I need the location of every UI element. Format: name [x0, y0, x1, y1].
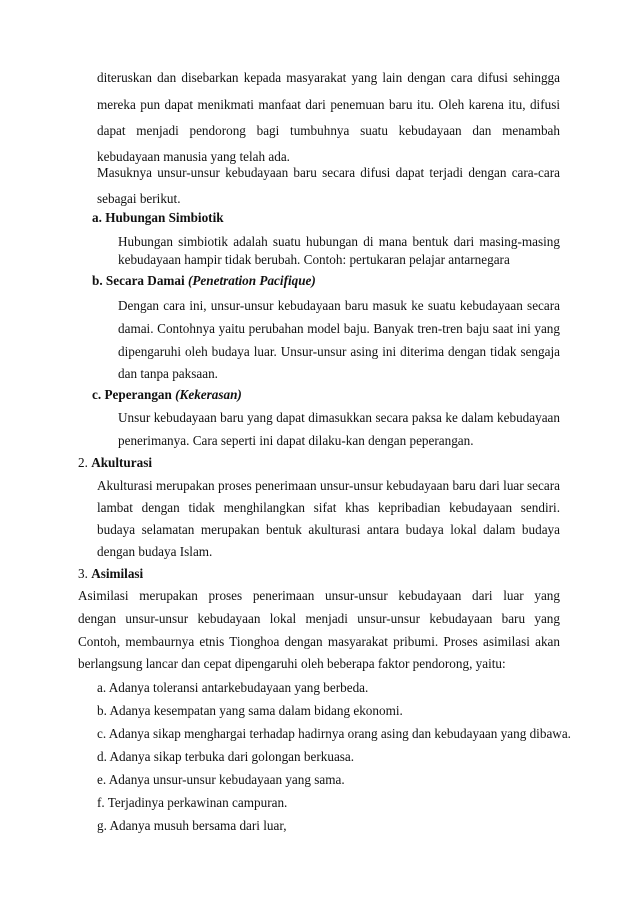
paragraph-line: dipengaruhi oleh budaya luar. Unsur-unsur asing ini diterima dengan tidak sengaja [118, 344, 560, 359]
paragraph-line: dengan budaya Islam. [97, 544, 213, 559]
paragraph-line: Masuknya unsur-unsur kebudayaan baru secara difusi dapat terjadi dengan cara-cara [97, 165, 560, 180]
subheading-c-italic: (Kekerasan) [175, 387, 242, 402]
paragraph-line: kebudayaan manusia yang telah ada. [97, 149, 290, 164]
section-title: Asimilasi [91, 566, 144, 581]
section-title: Akulturasi [91, 455, 153, 470]
paragraph-line: Asimilasi merupakan proses penerimaan unsur-unsur kebudayaan dari luar yang [78, 588, 560, 603]
section-number: 3. [78, 566, 88, 581]
paragraph-line: penerimanya. Cara seperti ini dapat dilaku-kan dengan peperangan. [118, 433, 474, 448]
list-item: e. Adanya unsur-unsur kebudayaan yang sama. [97, 772, 345, 787]
paragraph-line: sebagai berikut. [97, 191, 181, 206]
paragraph-line: dengan unsur-unsur kebudayaan lokal menjadi unsur-unsur kebudayaan baru yang [78, 611, 560, 626]
subheading-b [92, 273, 316, 289]
list-item: a. Adanya toleransi antarkebudayaan yang berbeda. [97, 680, 369, 695]
section-heading-2 [78, 455, 152, 471]
paragraph-line: lambat dengan tidak menghilangkan sifat khas kepribadian kebudayaan sendiri. [97, 500, 560, 515]
subheading-b-label: b. Secara Damai [92, 273, 185, 288]
list-item: c. Adanya sikap menghargai terhadap hadirnya orang asing dan kebudayaan yang dibawa. [97, 726, 571, 741]
subheading-b-italic: (Penetration Pacifique) [187, 273, 316, 288]
paragraph-line: dan tanpa paksaan. [118, 366, 218, 381]
list-item: f. Terjadinya perkawinan campuran. [97, 795, 288, 810]
section-number: 2. [78, 455, 88, 470]
paragraph-line: Hubungan simbiotik adalah suatu hubungan di mana bentuk dari masing-masing [118, 234, 560, 249]
section-heading-3 [78, 566, 143, 582]
list-item: g. Adanya musuh bersama dari luar, [97, 818, 287, 833]
paragraph-line: damai. Contohnya yaitu perubahan model baju. Banyak tren-tren baju saat ini yang [118, 321, 560, 336]
list-item: d. Adanya sikap terbuka dari golongan berkuasa. [97, 749, 355, 764]
paragraph-line: dapat menjadi pendorong bagi tumbuhnya suatu kebudayaan dan menambah [97, 123, 560, 138]
subheading-c [92, 387, 242, 403]
paragraph-line: kebudayaan hampir tidak berubah. Contoh: pertukaran pelajar antarnegara [118, 252, 510, 267]
paragraph-line: diteruskan dan disebarkan kepada masyarakat yang lain dengan cara difusi sehingga [97, 70, 560, 85]
list-item: b. Adanya kesempatan yang sama dalam bidang ekonomi. [97, 703, 403, 718]
paragraph-line: mereka pun dapat menikmati manfaat dari penemuan baru itu. Oleh karena itu, difusi [97, 97, 560, 112]
paragraph-line: Akulturasi merupakan proses penerimaan unsur-unsur kebudayaan baru dari luar secara [97, 478, 560, 493]
subheading-c-label: c. Peperangan [92, 387, 172, 402]
paragraph-line: Contoh, membaurnya etnis Tionghoa dengan masyarakat pribumi. Proses asimilasi akan [78, 634, 560, 649]
paragraph-line: Dengan cara ini, unsur-unsur kebudayaan baru masuk ke suatu kebudayaan secara [118, 298, 560, 313]
paragraph-line: berlangsung lancar dan cepat dipengaruhi oleh beberapa faktor pendorong, yaitu: [78, 656, 506, 671]
paragraph-line: Unsur kebudayaan baru yang dapat dimasukkan secara paksa ke dalam kebudayaan [118, 410, 560, 425]
subheading-a: a. Hubungan Simbiotik [92, 210, 224, 225]
paragraph-line: budaya selamatan merupakan bentuk akulturasi antara budaya lokal dalam budaya [97, 522, 560, 537]
